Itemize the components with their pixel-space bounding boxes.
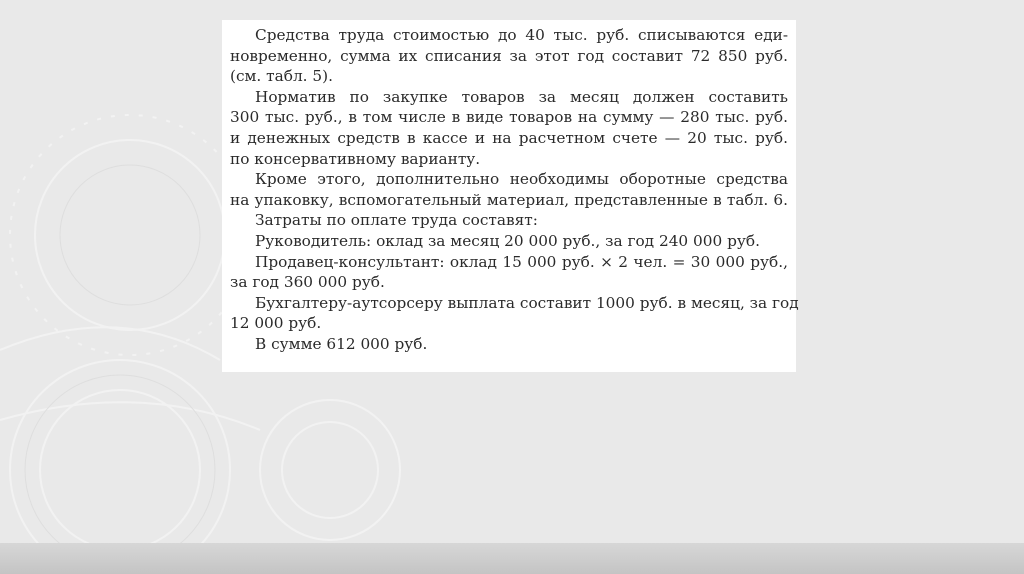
text-line: 12 000 руб. (230, 314, 322, 333)
text-line: Руководитель: оклад за месяц 20 000 руб., за год 240 000 руб. (255, 231, 760, 250)
text-line: Бухгалтеру-аутсорсеру выплата составит 1000 руб. в месяц, за год (255, 293, 799, 312)
text-line: за год 360 000 руб. (230, 273, 385, 292)
document-page (222, 20, 799, 372)
text-line: В сумме 612 000 руб. (255, 334, 428, 353)
text-line: на упаковку, вспомогательный материал, представленные в табл. 6. (230, 190, 788, 209)
bottom-bar (0, 543, 1024, 574)
text-line: 300 тыс. руб., в том числе в виде товаров на сумму — 280 тыс. руб. (230, 108, 788, 127)
text-line: Кроме этого, дополнительно необходимы оборотные средства (255, 170, 788, 189)
text-line: Затраты по оплате труда составят: (255, 211, 538, 230)
text-line: Продавец-консультант: оклад 15 000 руб. × 2 чел. = 30 000 руб., (255, 252, 788, 271)
text-line: новременно, сумма их списания за этот год составит 72 850 руб. (230, 46, 788, 65)
text-line: и денежных средств в кассе и на расчетном счете — 20 тыс. руб. (230, 128, 788, 147)
text-line: Средства труда стоимостью до 40 тыс. руб. списываются еди- (255, 26, 788, 44)
text-line: Норматив по закупке товаров за месяц должен составить (255, 87, 788, 106)
text-line: (см. табл. 5). (230, 67, 333, 86)
text-line: по консервативному варианту. (230, 149, 481, 168)
